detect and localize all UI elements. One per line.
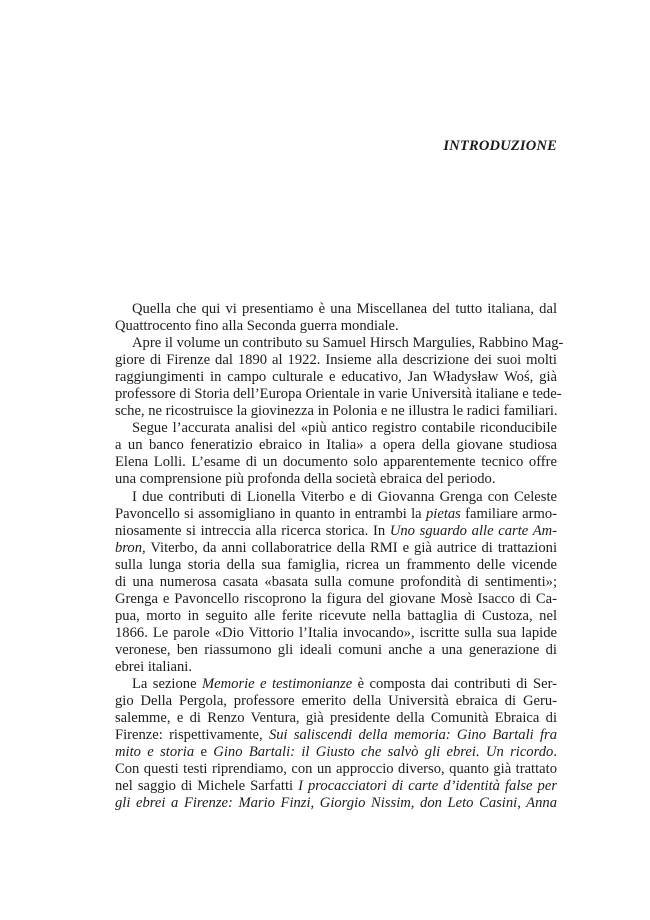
text-segment: una comprensione più profonda della società ebraica del periodo.	[115, 471, 496, 488]
text-line	[115, 778, 557, 795]
text-segment: .	[553, 744, 557, 761]
text-segment: a un banco feneratizio ebraico in Italia» a opera della giovane studiosa	[115, 437, 557, 454]
chapter-title: INTRODUZIONE	[443, 138, 557, 154]
text-segment: sche, ne ricostruisce la giovinezza in Polonia e ne illustra le radici familiari.	[115, 403, 558, 420]
text-segment: Pavoncello si assomigliano in quanto in entrambi la	[115, 505, 426, 522]
italic-text: mito e storia	[115, 744, 195, 761]
text-segment: nel saggio di Michele Sarfatti	[115, 778, 299, 795]
text-line	[115, 523, 557, 540]
text-segment: Apre il volume un contributo su Samuel Hirsch Margulies, Rabbino Mag-	[132, 335, 564, 352]
text-segment: La sezione	[132, 676, 202, 693]
text-segment: , Viterbo, da anni collaboratrice della RMI e già autrice di trattazioni	[142, 539, 557, 556]
text-line	[115, 506, 557, 523]
text-line	[115, 420, 557, 437]
text-segment: raggiungimenti in campo culturale e educativo, Jan Władysław Woś, già	[115, 369, 557, 386]
text-segment: I due contributi di Lionella Viterbo e di Giovanna Grenga con Celeste	[132, 488, 557, 505]
text-segment: gio Della Pergola, professore emerito della Università ebraica di Geru-	[115, 693, 557, 710]
italic-text: I procacciatori di carte d’identità false per	[298, 778, 557, 795]
text-segment: giore di Firenze dal 1890 al 1922. Insieme alla descrizione dei suoi molti	[115, 352, 557, 369]
text-line	[115, 489, 557, 506]
italic-text: Uno sguardo alle carte Am-	[389, 522, 558, 539]
text-line	[115, 608, 557, 625]
text-line	[115, 557, 557, 574]
italic-text: pietas	[425, 505, 461, 522]
text-segment: veronese, ben riassumono gli ideali comuni anche a una generazione di	[115, 641, 557, 658]
text-line	[115, 471, 557, 488]
text-line	[115, 454, 557, 471]
text-segment: Segue l’accurata analisi del «più antico registro contabile riconducibile	[132, 420, 557, 437]
text-line	[115, 403, 557, 420]
italic-text: Sui saliscendi della memoria: Gino Bartali fra	[268, 727, 557, 744]
text-segment: è composta dai contributi di Ser-	[352, 676, 557, 693]
text-segment: ebrei italiani.	[115, 658, 192, 675]
text-segment: niosamente si intreccia alla ricerca storica. In	[115, 522, 390, 539]
text-segment: familiare armo-	[460, 505, 558, 522]
text-line	[115, 710, 557, 727]
text-line	[115, 676, 557, 693]
text-line	[115, 369, 557, 386]
text-segment: di una numerosa casata «basata sulla comune profondità di sentimenti»;	[115, 573, 557, 590]
text-line	[115, 693, 557, 710]
text-segment: Quattrocento fino alla Seconda guerra mondiale.	[115, 318, 399, 335]
text-line	[115, 642, 557, 659]
italic-text: Memorie e testimonianze	[201, 676, 353, 693]
italic-text: Gino Bartali: il Giusto che salvò gli ebrei. Un ricordo	[213, 744, 554, 761]
text-line	[115, 335, 564, 352]
text-line	[115, 744, 557, 761]
text-line	[115, 659, 557, 676]
text-segment: Grenga e Pavoncello riscoprono la figura del giovane Mosè Isacco di Ca-	[115, 590, 557, 607]
text-segment: professore di Storia dell’Europa Orientale in varie Università italiane e tede-	[115, 386, 562, 403]
text-line	[115, 352, 557, 369]
text-line	[115, 591, 557, 608]
text-line	[115, 574, 557, 591]
text-segment: Firenze: rispettivamente,	[115, 727, 269, 744]
text-line	[115, 318, 557, 335]
text-segment: salemme, e di Renzo Ventura, già presidente della Comunità Ebraica di	[115, 710, 557, 727]
text-line	[115, 301, 557, 318]
text-line	[115, 727, 557, 744]
italic-text: gli ebrei a Firenze: Mario Finzi, Giorgio Nissim, don Leto Casini, Anna	[115, 795, 557, 812]
body-text	[115, 301, 564, 812]
text-line	[115, 437, 557, 454]
text-line	[115, 761, 557, 778]
text-segment: pua, morto in seguito alle ferite ricevute nella battaglia di Custoza, nel	[115, 607, 557, 624]
italic-text: bron	[115, 539, 143, 556]
text-segment: 1866. Le parole «Dio Vittorio l’Italia invocando», iscritte sulla sua lapide	[115, 624, 557, 641]
text-segment: Con questi testi riprendiamo, con un approccio diverso, quanto già trattato	[115, 761, 557, 778]
text-line	[115, 795, 557, 812]
text-segment: sulla lunga storia della sua famiglia, ricrea un frammento delle vicende	[115, 556, 557, 573]
text-segment: e	[194, 744, 214, 761]
text-line	[115, 386, 562, 403]
text-line	[115, 540, 557, 557]
text-line	[115, 625, 557, 642]
text-segment: Quella che qui vi presentiamo è una Miscellanea del tutto italiana, dal	[132, 301, 557, 317]
text-segment: Elena Lolli. L’esame di un documento solo apparentemente tecnico offre	[115, 454, 557, 471]
